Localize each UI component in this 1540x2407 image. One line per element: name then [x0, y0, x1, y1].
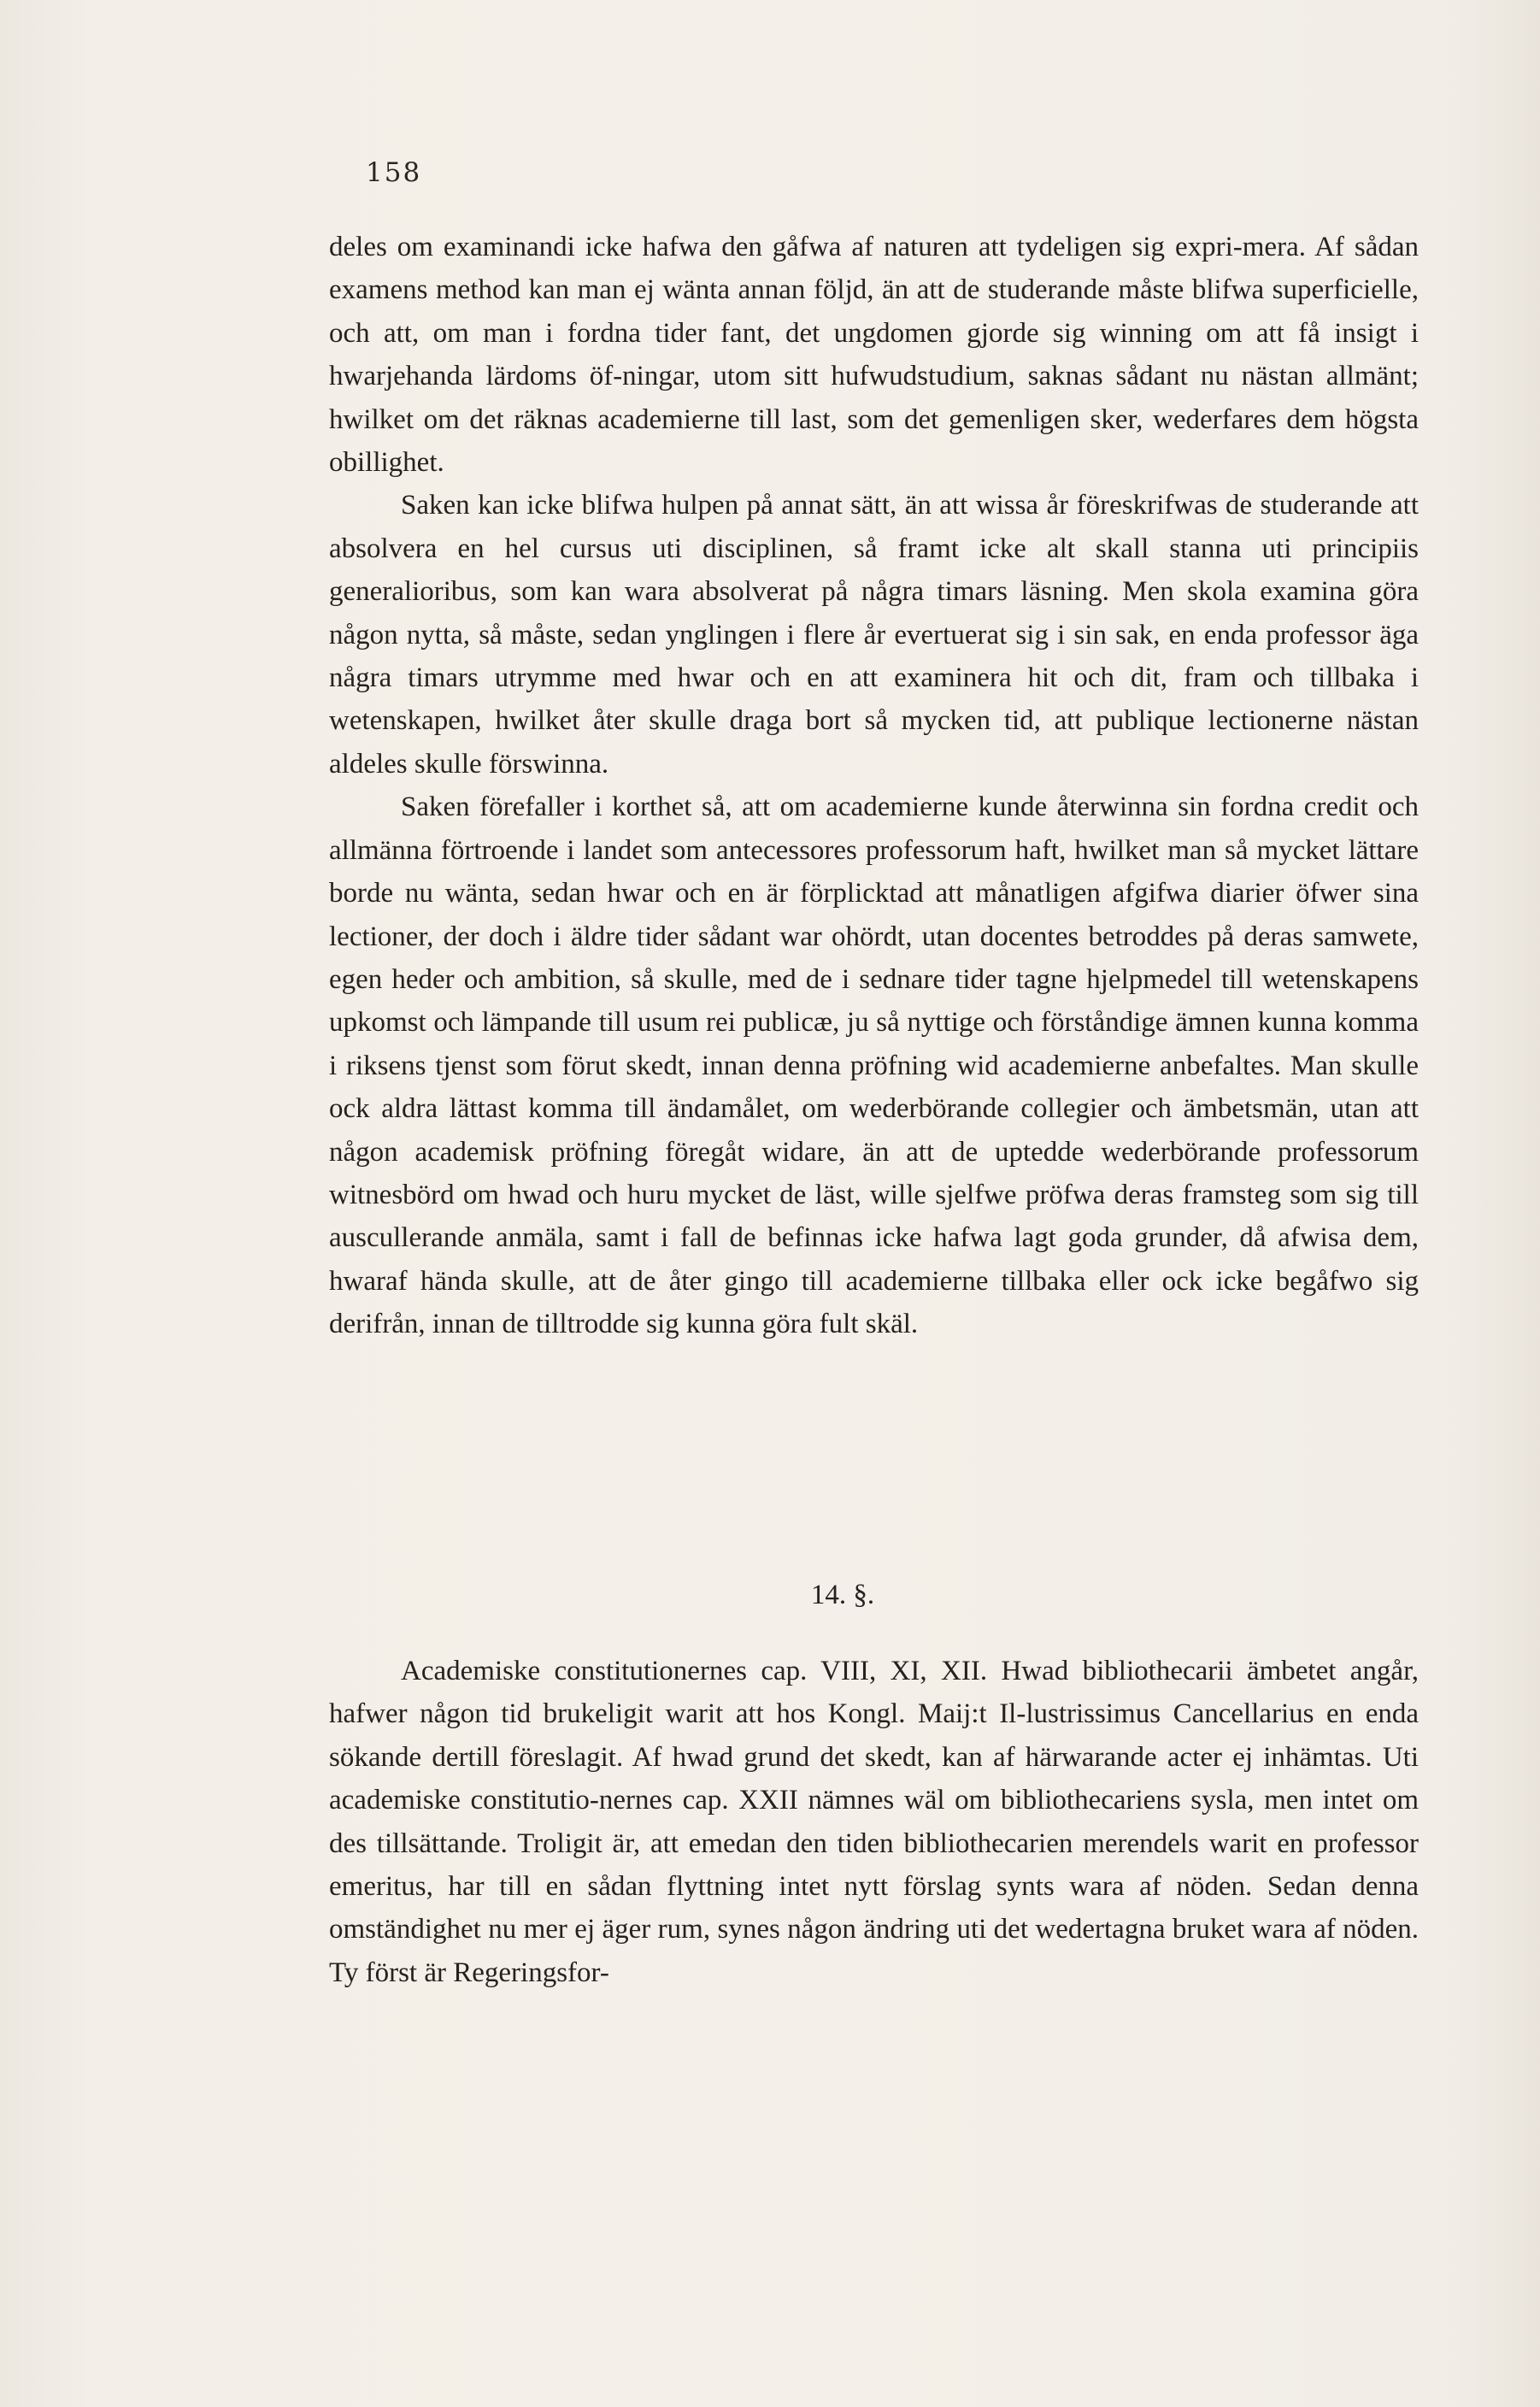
text-block-bottom [329, 1650, 1419, 1994]
paragraph-continuation: deles om examinandi icke hafwa den gåfwa af naturen att tydeligen sig expri-mera. Af sådan examens method kan man ej wänta annan följd, än att de studerande måste blifwa superficielle, och att, om man i fordna tider fant, det ungdomen gjorde sig winning om att få insigt i hwarjehanda lärdoms öf-ningar, utom sitt hufwudstudium, saknas sådant nu nästan allmänt; hwilket om det räknas academierne till last, som det gemenligen sker, wederfares dem högsta obillighet. [329, 232, 1419, 479]
text-block-top [329, 226, 1419, 1346]
paragraph: Saken förefaller i korthet så, att om academierne kunde återwinna sin fordna credit och allmänna förtroende i landet som antecessores professorum haft, hwilket man så mycket lättare borde nu wänta, sedan hwar och en är förplicktad att månatligen afgifwa diarier öfwer sina lectioner, der doch i äldre tider sådant war ohördt, utan docentes betroddes på deras samwete, egen heder och ambition, så skulle, med de i sednare tider tagne hjelpmedel till wetenskapens upkomst och lämpande till usum rei publicæ, ju så nyttige och förståndige ämnen kunna komma i riksens tjenst som förut skedt, innan denna pröfning wid academierne anbefaltes. Man skulle ock aldra lättast komma till ändamålet, om wederbörande collegier och ämbetsmän, utan att någon academisk pröfning föregåt widare, än att de uptedde wederbörande professorum witnesbörd om hwad och huru mycket de läst, wille sjelfwe pröfwa deras framsteg som sig till auscullerande anmäla, samt i fall de befinnas icke hafwa lagt goda grunder, då afwisa dem, hwaraf hända skulle, att de åter gingo till academierne tillbaka eller ock icke begåfwo sig derifrån, innan de tilltrodde sig kunna göra fult skäl. [329, 792, 1419, 1340]
section-heading: 14. §. [810, 1580, 875, 1610]
paragraph: Academiske constitutionernes cap. VIII, XI, XII. Hwad bibliothecarii ämbetet angår, hafwer någon tid brukeligit warit att hos Kongl. Maij:t Il-lustrissimus Cancellarius en enda sökande dertill föreslagit. Af hwad grund det skedt, kan af härwarande acter ej inhämtas. Uti academiske constitutio-nernes cap. XXII nämnes wäl om bibliothecariens sysla, men intet om des tillsättande. Troligit är, att emedan den tiden bibliothecarien merendels warit en professor emeritus, har till en sådan flyttning intet nytt förslag synts wara af nöden. Sedan denna omständighet nu mer ej äger rum, synes någon ändring uti det wedertagna bruket wara af nöden. Ty först är Regeringsfor- [329, 1656, 1419, 1988]
page-number: 158 [366, 157, 422, 188]
paragraph: Saken kan icke blifwa hulpen på annat sätt, än att wissa år föreskrifwas de studerande att absolvera en hel cursus uti disciplinen, så framt icke alt skall stanna uti principiis generalioribus, som kan wara absolverat på några timars läsning. Men skola examina göra någon nytta, så måste, sedan ynglingen i flere år evertuerat sig i sin sak, en enda professor äga några timars utrymme med hwar och en att examinera hit och dit, fram och tillbaka i wetenskapen, hwilket åter skulle draga bort så mycken tid, att publique lectionerne nästan aldeles skulle förswinna. [329, 490, 1419, 780]
